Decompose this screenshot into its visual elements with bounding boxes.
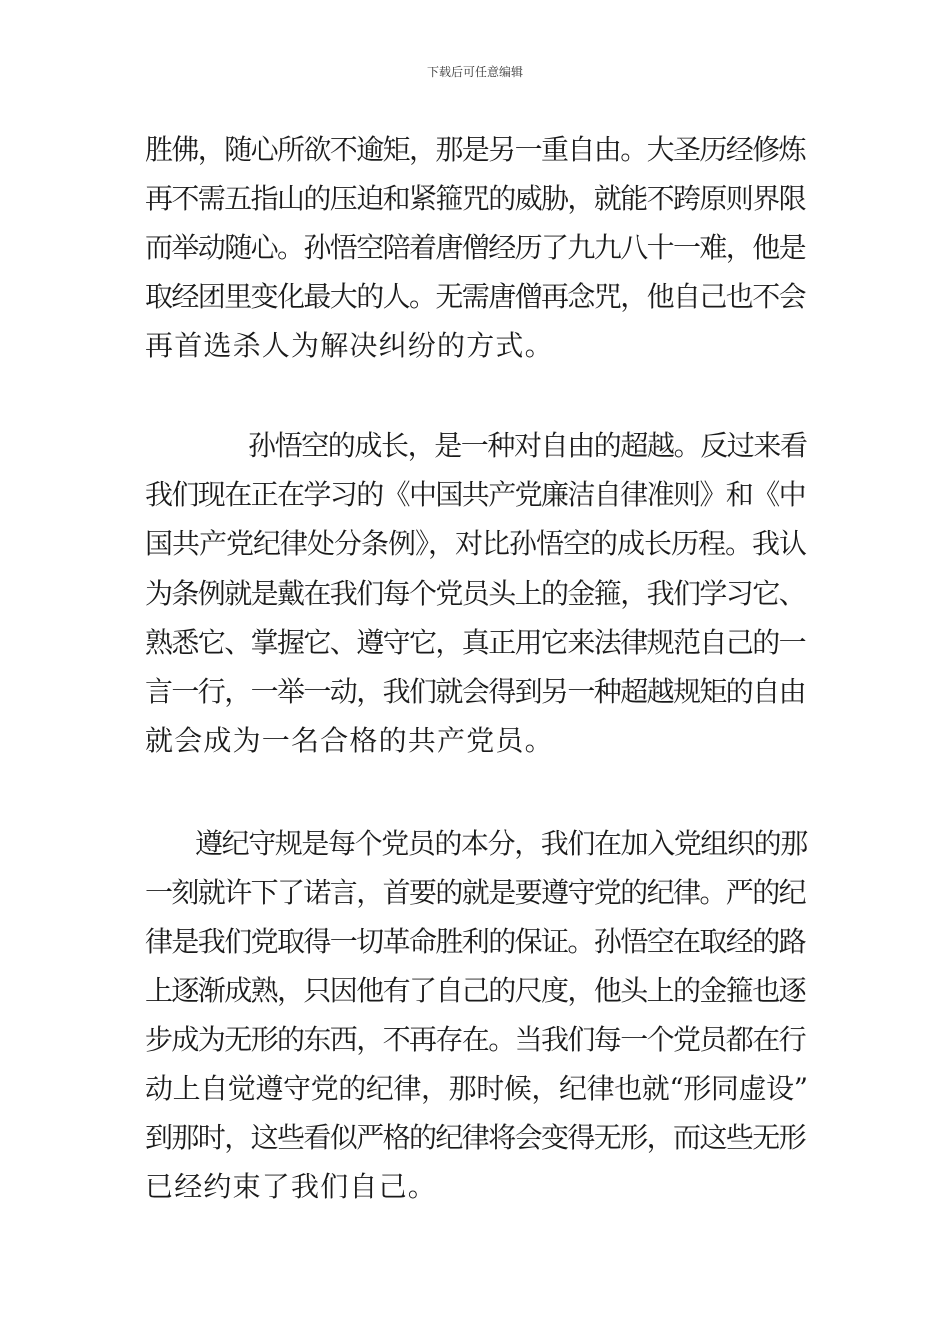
- paragraph-line: 为条例就是戴在我们每个党员头上的金箍，我们学习它、: [145, 577, 806, 610]
- page-header: 下载后可任意编辑: [426, 65, 523, 79]
- paragraph-line: 熟悉它、掌握它、遵守它，真正用它来法律规范自己的一: [145, 626, 806, 659]
- paragraph-line: 再首选杀人为解决纠纷的方式。: [145, 329, 554, 362]
- paragraph-line: 就会成为一名合格的共产党员。: [145, 724, 554, 757]
- paragraph-line: 国共产党纪律处分条例》，对比孙悟空的成长历程。我认: [145, 527, 807, 560]
- paragraph-line: 已经约束了我们自己。: [145, 1170, 438, 1203]
- paragraph-line: 遵纪守规是每个党员的本分，我们在加入党组织的那: [195, 827, 807, 860]
- paragraph-line: 到那时，这些看似严格的纪律将会变得无形，而这些无形: [145, 1121, 806, 1154]
- paragraph-line: 而举动随心。孙悟空陪着唐僧经历了九九八十一难，他是: [145, 231, 806, 264]
- paragraph-line: 一刻就许下了诺言，首要的就是要遵守党的纪律。严的纪: [145, 876, 806, 909]
- paragraph-line: 取经团里变化最大的人。无需唐僧再念咒，他自己也不会: [145, 280, 806, 313]
- paragraph-line: 言一行，一举一动，我们就会得到另一种超越规矩的自由: [145, 675, 806, 708]
- paragraph-line: 律是我们党取得一切革命胜利的保证。孙悟空在取经的路: [145, 925, 806, 958]
- paragraph-line: 上逐渐成熟，只因他有了自己的尺度，他头上的金箍也逐: [145, 974, 806, 1007]
- paragraph-line: 再不需五指山的压迫和紧箍咒的威胁，就能不跨原则界限: [145, 182, 806, 215]
- paragraph-line: 步成为无形的东西，不再存在。当我们每一个党员都在行: [145, 1023, 806, 1056]
- paragraph-line: 孙悟空的成长，是一种对自由的超越。反过来看: [248, 429, 807, 462]
- paragraph-line: 动上自觉遵守党的纪律，那时候，纪律也就“形同虚设”: [145, 1072, 808, 1105]
- paragraph-line: 我们现在正在学习的《中国共产党廉洁自律准则》和《中: [145, 478, 806, 511]
- paragraph-line: 胜佛，随心所欲不逾矩，那是另一重自由。大圣历经修炼: [145, 133, 806, 166]
